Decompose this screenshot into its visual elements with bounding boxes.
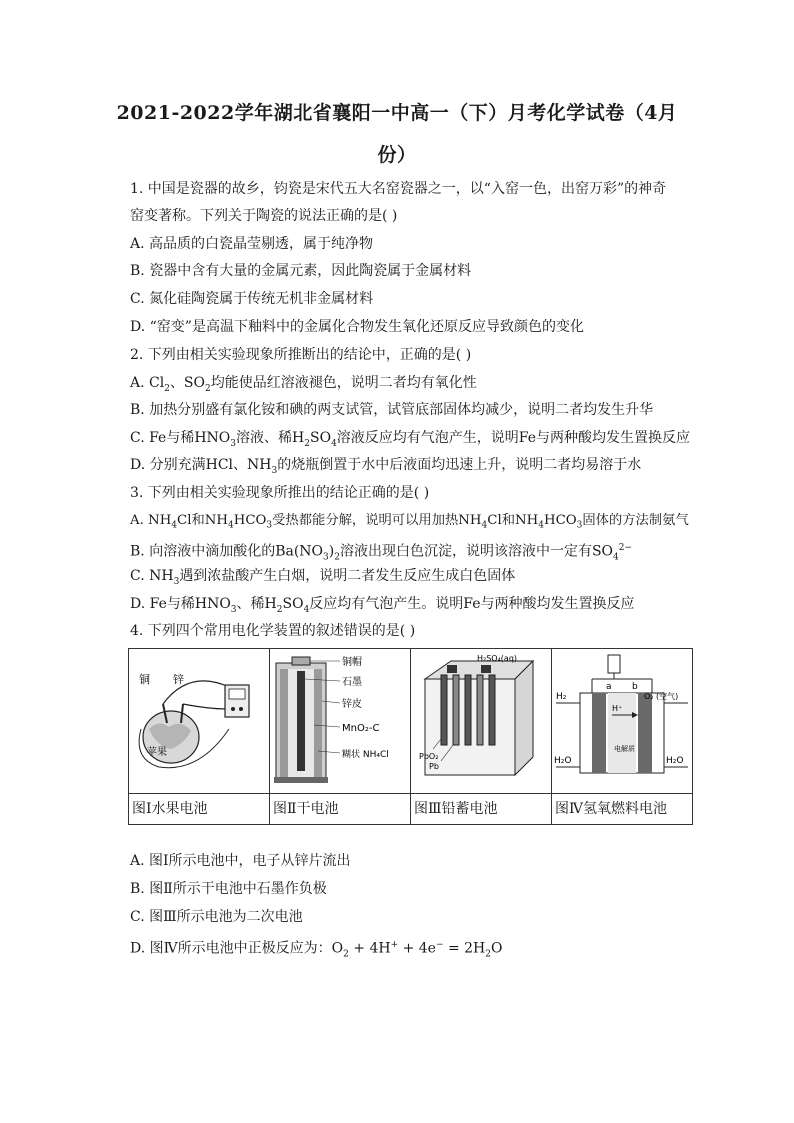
question-3-option-a: A. $NH_4Cl$和$NH_4HCO_3$受热都能分解，说明可以用加热$NH_4Cl$和$NH_4HCO_3$固体的方法制氨气 <box>130 513 689 531</box>
oxygen-label: O₂ (空气) <box>644 692 679 701</box>
question-2-option-a: A. $Cl_2$、$SO_2$均能使品红溶液褪色，说明二者均有氧化性 <box>130 375 477 394</box>
fuel-cell-illustration <box>552 649 692 789</box>
question-3-option-b: B. 向溶液中滴加酸化的$Ba(NO_3)_2$溶液出现白色沉淀，说明该溶液中一定有$SO_4^{2-}$ <box>130 543 633 563</box>
question-1-option-a: A. 高品质的白瓷晶莹剔透，属于纯净物 <box>130 236 374 252</box>
pb-label: Pb <box>429 762 439 771</box>
water-right-label: H₂O <box>666 756 684 766</box>
page-title-continued: 份） <box>377 144 417 166</box>
figure-2-caption: 图Ⅱ干电池 <box>270 794 411 825</box>
hydrogen-ion-label: H⁺ <box>612 704 623 713</box>
question-1-option-c: C. 氮化硅陶瓷属于传统无机非金属材料 <box>130 291 374 307</box>
question-4-option-a: A. 图Ⅰ所示电池中，电子从锌片流出 <box>130 853 351 869</box>
question-1-stem-line2: 窑变著称。下列关于陶瓷的说法正确的是( ) <box>130 208 398 224</box>
nh4cl-label: 糊状 NH₄Cl <box>342 750 389 760</box>
copper-label: 铜 <box>139 673 150 686</box>
hydrogen-label: H₂ <box>556 692 567 702</box>
figure-table <box>128 648 693 825</box>
page-title: 2021-2022学年湖北省襄阳一中高一（下）月考化学试卷（4月 <box>116 102 678 124</box>
fruit-battery-illustration <box>129 649 269 789</box>
figure-4-cell <box>552 649 693 794</box>
question-2-option-d: D. 分别充满HCl、$NH_3$的烧瓶倒置于水中后液面均迅速上升，说明二者均易溶于水 <box>130 457 642 476</box>
electrolyte-label: 电解质 <box>614 745 635 753</box>
question-1-option-b: B. 瓷器中含有大量的金属元素，因此陶瓷属于金属材料 <box>130 263 472 279</box>
question-4-option-b: B. 图Ⅱ所示干电池中石墨作负极 <box>130 881 327 897</box>
terminal-a-label: a <box>606 682 612 692</box>
sulfuric-acid-label: H₂SO₄(aq) <box>477 654 518 663</box>
question-1-option-d: D. “窑变”是高温下釉料中的金属化合物发生氧化还原反应导致颜色的变化 <box>130 319 584 335</box>
pbo2-label: PbO₂ <box>419 752 439 761</box>
water-left-label: H₂O <box>554 756 572 766</box>
zinc-shell-label: 锌皮 <box>342 699 362 710</box>
question-4-stem: 4. 下列四个常用电化学装置的叙述错误的是( ) <box>130 623 416 639</box>
copper-cap-label: 铜帽 <box>342 657 362 668</box>
lead-acid-battery-illustration <box>411 649 551 789</box>
zinc-label: 锌 <box>173 673 184 686</box>
figure-3-cell <box>411 649 552 794</box>
question-4-option-d: D. 图Ⅳ所示电池中正极反应为：$O_2 + 4H^+ + 4e^- = 2H_2O$ <box>130 940 503 960</box>
question-4-option-c: C. 图Ⅲ所示电池为二次电池 <box>130 909 303 925</box>
figure-2-cell <box>270 649 411 794</box>
figure-1-cell <box>129 649 270 794</box>
question-3-option-c: C. $NH_3$遇到浓盐酸产生白烟，说明二者发生反应生成白色固体 <box>130 568 516 587</box>
mno2-label: MnO₂-C <box>342 723 380 734</box>
question-1-stem-line1: 1. 中国是瓷器的故乡，钧瓷是宋代五大名窑瓷器之一，以“入窑一色，出窑万彩”的神奇 <box>130 181 667 197</box>
figure-4-caption: 图Ⅳ氢氧燃料电池 <box>552 794 693 825</box>
graphite-label: 石墨 <box>342 677 362 688</box>
terminal-b-label: b <box>632 682 638 692</box>
dry-cell-illustration <box>270 649 410 789</box>
question-2-option-c: C. Fe与稀$HNO_3$溶液、稀$H_2SO_4$溶液反应均有气泡产生，说明Fe与两种酸均发生置换反应 <box>130 430 691 449</box>
figure-3-caption: 图Ⅲ铅蓄电池 <box>411 794 552 825</box>
figure-1-caption: 图Ⅰ水果电池 <box>129 794 270 825</box>
question-2-option-b: B. 加热分别盛有氯化铵和碘的两支试管，试管底部固体均减少，说明二者均发生升华 <box>130 402 654 418</box>
question-3-option-d: D. Fe与稀$HNO_3$、稀$H_2SO_4$反应均有气泡产生。说明Fe与两种酸均发生置换反应 <box>130 596 635 615</box>
question-2-stem: 2. 下列由相关实验现象所推断出的结论中，正确的是( ) <box>130 347 472 363</box>
question-3-stem: 3. 下列由相关实验现象所推出的结论正确的是( ) <box>130 485 430 501</box>
apple-label: 苹果 <box>147 747 167 758</box>
